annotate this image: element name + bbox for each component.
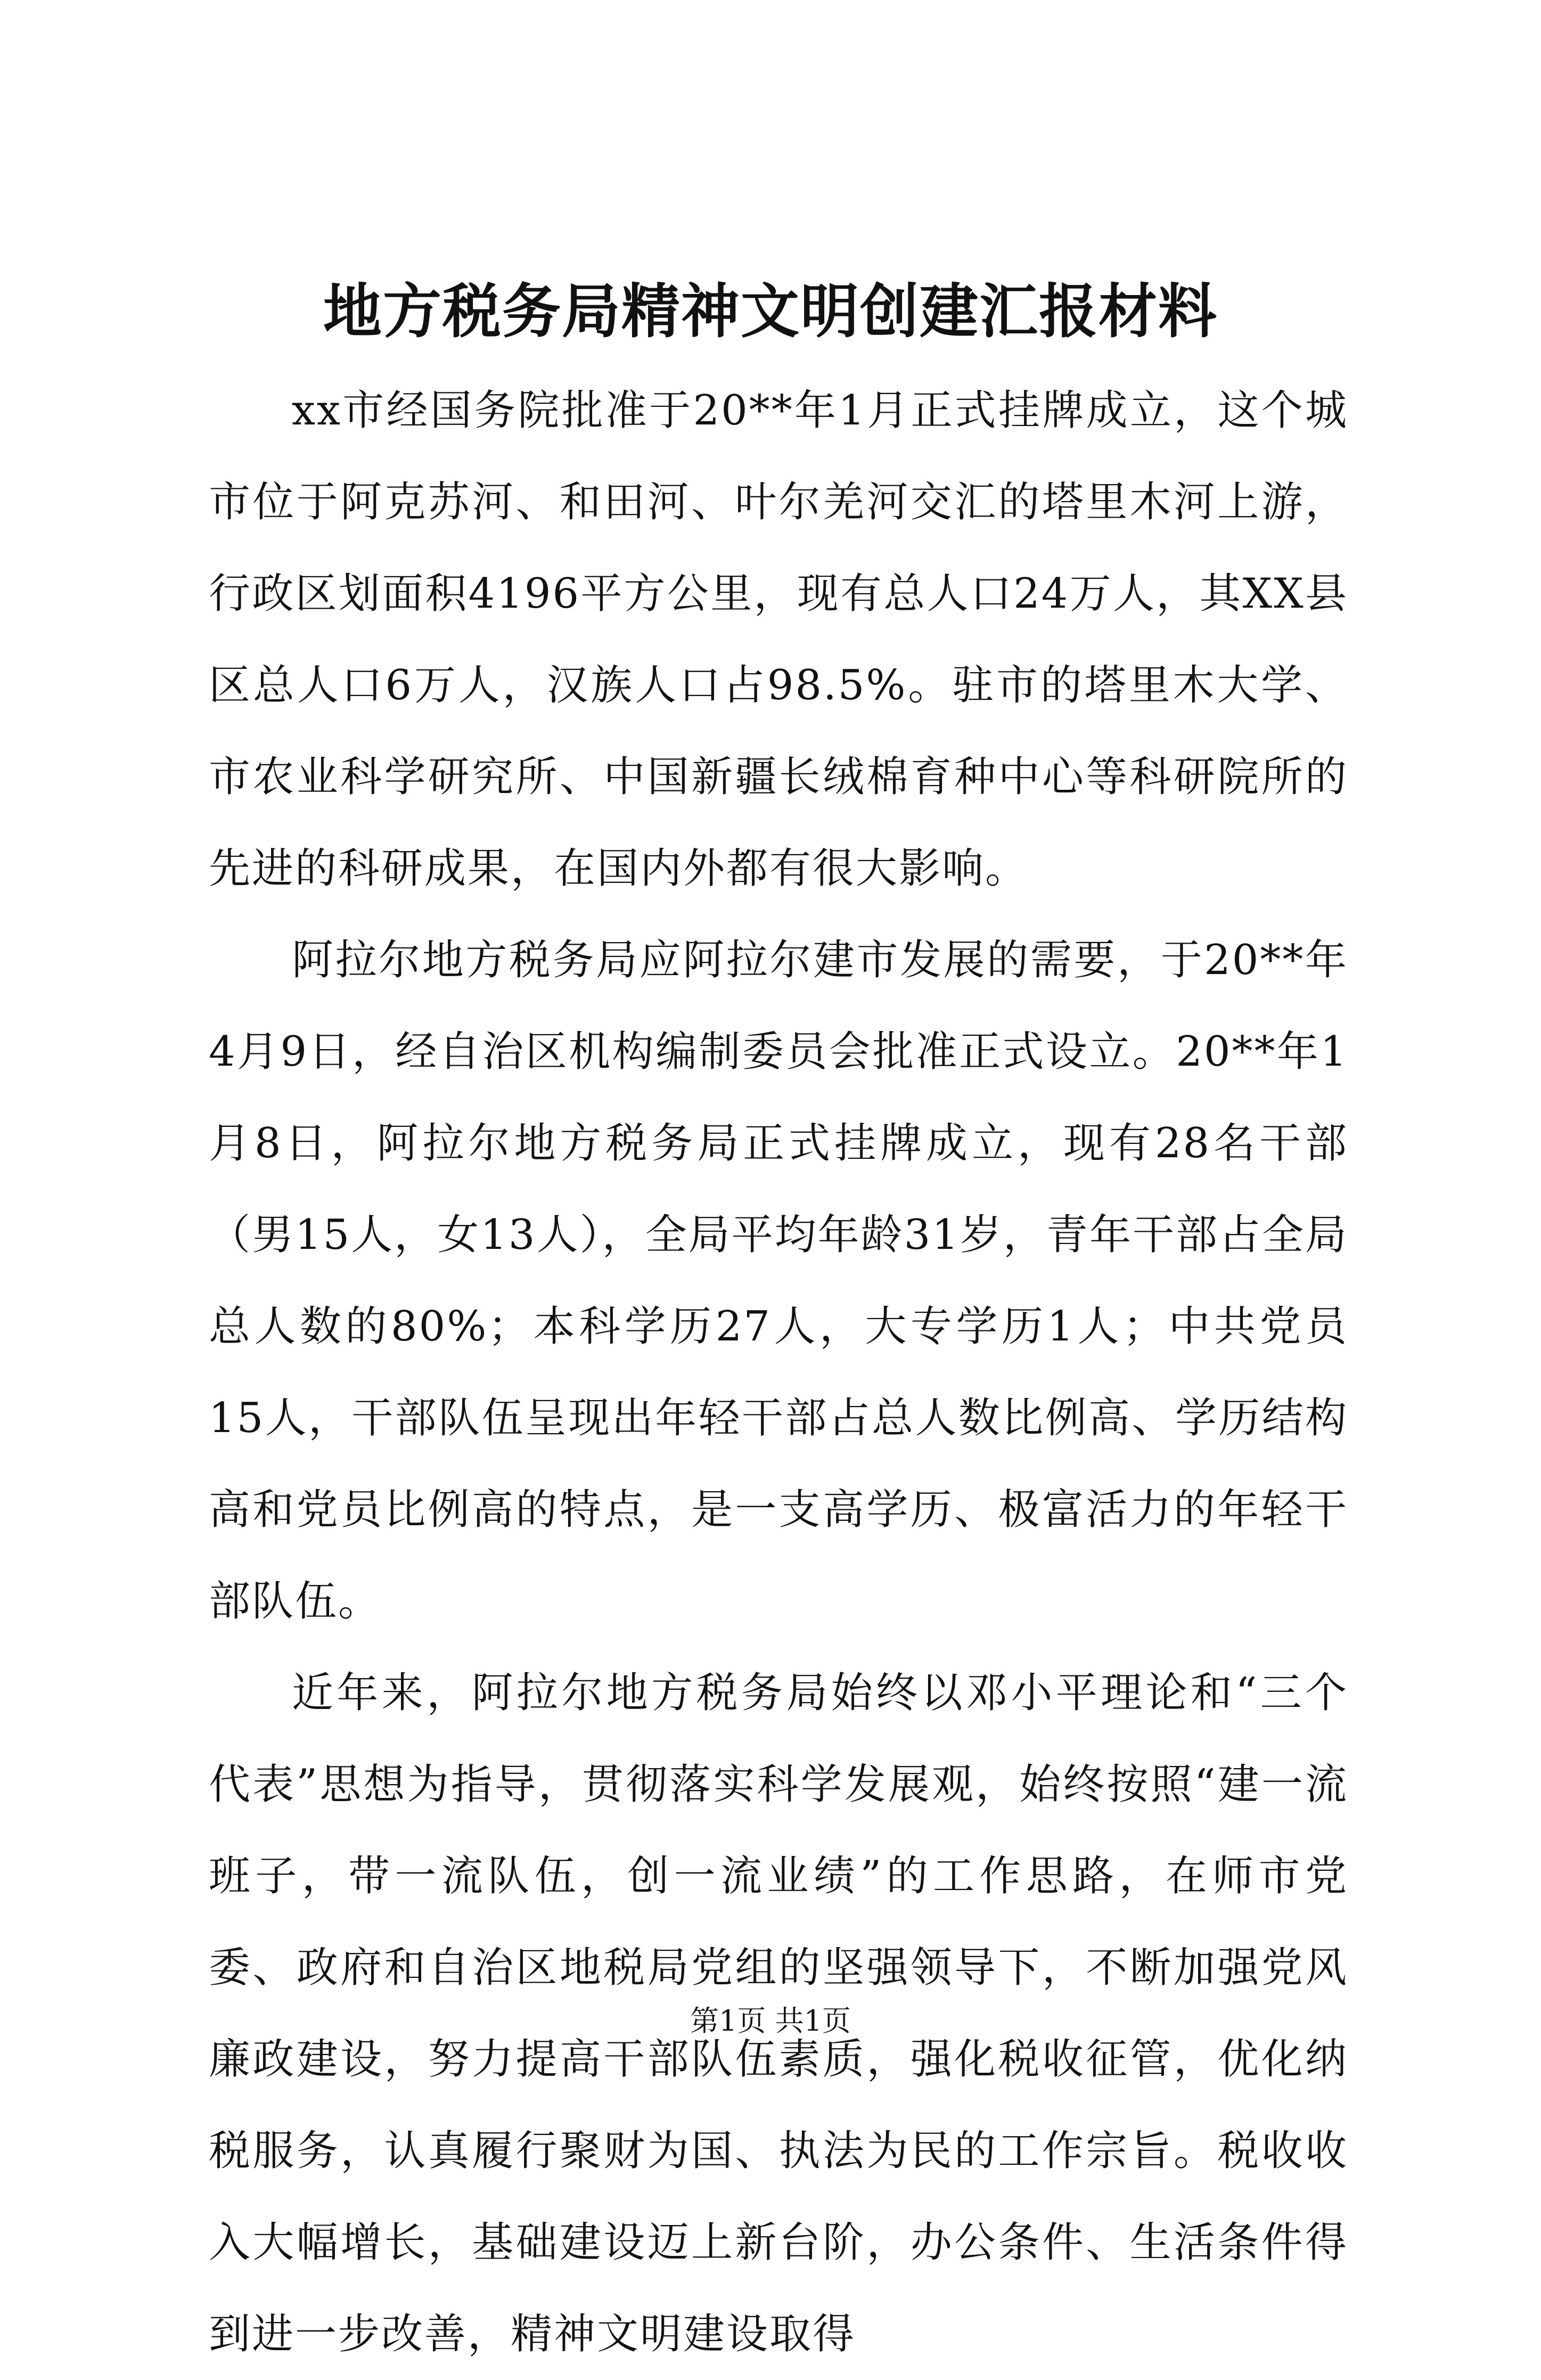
paragraph-1: xx市经国务院批准于20**年1月正式挂牌成立，这个城市位于阿克苏河、和田河、叶尔羌河交汇的塔里木河上游，行政区划面积4196平方公里，现有总人口24万人，其XX县区总人口6万人，汉族人口占98.5%。驻市的塔里木大学、市农业科学研究所、中国新疆长绒棉育种中心等科研院所的先进的科研成果，在国内外都有很大影响。 bbox=[209, 387, 1348, 893]
document-title: 地方税务局精神文明创建汇报材料 bbox=[323, 277, 1218, 346]
document-body bbox=[209, 365, 1348, 2380]
paragraph-2: 阿拉尔地方税务局应阿拉尔建市发展的需要，于20**年4月9日，经自治区机构编制委员会批准正式设立。20**年1月8日，阿拉尔地方税务局正式挂牌成立，现有28名干部（男15人，女13人），全局平均年龄31岁，青年干部占全局总人数的80%；本科学历27人，大专学历1人；中共党员15人，干部队伍呈现出年轻干部占总人数比例高、学历结构高和党员比例高的特点，是一支高学历、极富活力的年轻干部队伍。 bbox=[209, 936, 1348, 1625]
paragraph-3: 近年来，阿拉尔地方税务局始终以邓小平理论和“三个代表”思想为指导，贯彻落实科学发展观，始终按照“建一流班子，带一流队伍，创一流业绩”的工作思路，在师市党委、政府和自治区地税局党组的坚强领导下，不断加强党风廉政建设，努力提高干部队伍素质，强化税收征管，优化纳税服务，认真履行聚财为国、执法为民的工作宗旨。税收收入大幅增长，基础建设迈上新台阶，办公条件、生活条件得到进一步改善，精神文明建设取得 bbox=[209, 1669, 1348, 2358]
page-footer: 第1页 共1页 bbox=[690, 2004, 851, 2038]
